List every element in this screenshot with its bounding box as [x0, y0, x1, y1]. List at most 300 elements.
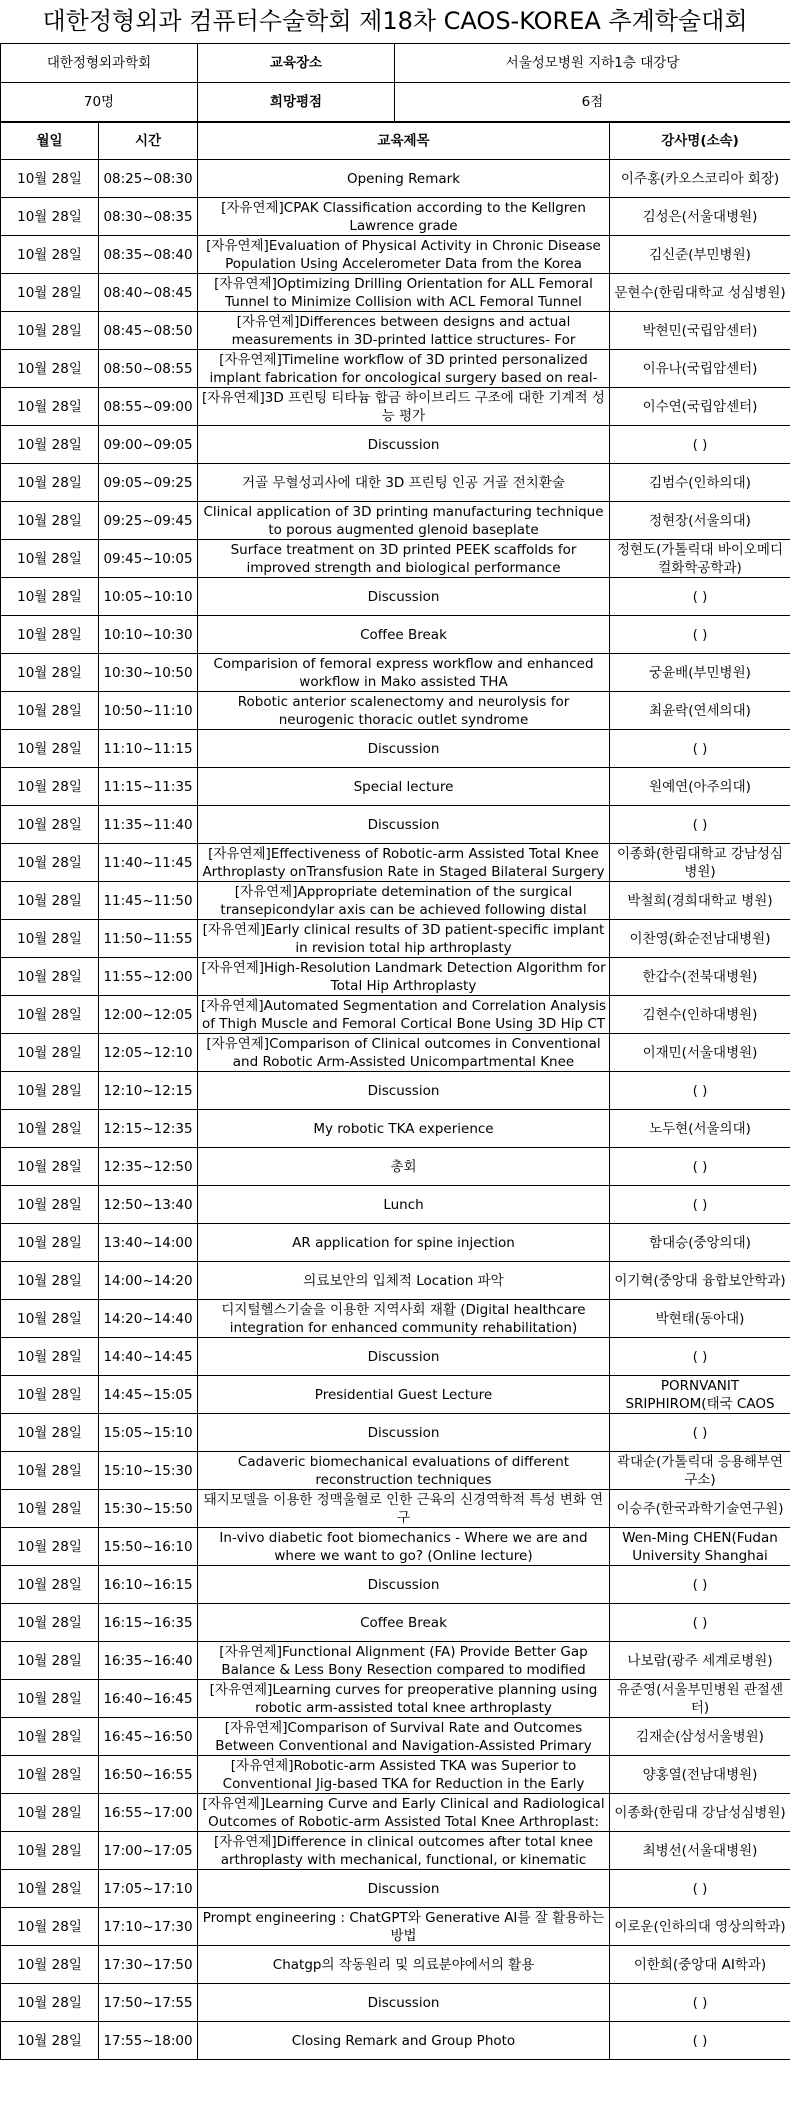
speaker-cell-text: ( )	[692, 1082, 708, 1099]
topic-cell	[198, 654, 610, 692]
table-row	[1, 806, 790, 844]
topic-cell-text: 디지털헬스기술을 이용한 지역사회 재활 (Digital healthcare integration for enhanced community rehabilitation)	[221, 1301, 586, 1336]
topic-cell-text: Discussion	[367, 1880, 440, 1897]
speaker-cell-text: 김범수(인하의대)	[649, 474, 751, 491]
topic-cell	[198, 1490, 610, 1528]
date-cell	[1, 312, 99, 350]
date-cell	[1, 920, 99, 958]
topic-cell-text: Clinical application of 3D printing manufacturing technique to porous augmented glenoid baseplate	[203, 503, 604, 538]
speaker-cell	[610, 882, 790, 920]
time-cell-text: 09:25~09:45	[103, 512, 193, 529]
speaker-cell-text: 김신준(부민병원)	[649, 246, 751, 263]
time-cell	[99, 1946, 198, 1984]
speaker-cell	[610, 958, 790, 996]
time-cell-text: 16:10~16:15	[103, 1576, 193, 1593]
time-cell	[99, 1870, 198, 1908]
topic-cell	[198, 540, 610, 578]
time-cell-text: 12:00~12:05	[103, 1006, 193, 1023]
time-cell	[99, 540, 198, 578]
speaker-cell-text: 원예연(아주의대)	[649, 778, 751, 795]
speaker-cell	[610, 692, 790, 730]
time-cell	[99, 2022, 198, 2060]
speaker-cell-text: 한갑수(전북대병원)	[642, 968, 758, 985]
time-cell-text: 12:05~12:10	[103, 1044, 193, 1061]
topic-cell	[198, 198, 610, 236]
time-cell-text: 08:35~08:40	[103, 246, 193, 263]
table-row	[1, 1452, 790, 1490]
time-cell-text: 16:40~16:45	[103, 1690, 193, 1707]
time-cell-text: 17:05~17:10	[103, 1880, 193, 1897]
topic-cell	[198, 806, 610, 844]
date-cell	[1, 1566, 99, 1604]
time-cell	[99, 236, 198, 274]
time-cell	[99, 806, 198, 844]
topic-cell-text: 거골 무혈성괴사에 대한 3D 프린팅 인공 거골 전치환술	[242, 474, 565, 491]
table-row	[1, 350, 790, 388]
table-row	[1, 2022, 790, 2060]
speaker-cell	[610, 1870, 790, 1908]
speaker-cell-text: 나보람(광주 세계로병원)	[627, 1652, 773, 1669]
date-cell	[1, 1034, 99, 1072]
table-row	[1, 844, 790, 882]
time-cell	[99, 1566, 198, 1604]
venue-label: 교육장소	[198, 44, 395, 83]
topic-cell	[198, 1452, 610, 1490]
date-cell-text: 10월 28일	[17, 1348, 82, 1365]
topic-cell-text: Discussion	[367, 1576, 440, 1593]
speaker-cell	[610, 768, 790, 806]
topic-cell	[198, 1946, 610, 1984]
speaker-cell-text: 함대승(중앙의대)	[649, 1234, 751, 1251]
date-cell-text: 10월 28일	[17, 360, 82, 377]
topic-cell	[198, 1186, 610, 1224]
date-cell	[1, 1300, 99, 1338]
date-cell	[1, 1946, 99, 1984]
date-cell	[1, 540, 99, 578]
speaker-cell	[610, 312, 790, 350]
organizer-cell: 대한정형외과학회	[1, 44, 198, 83]
topic-cell	[198, 1072, 610, 1110]
time-cell-text: 12:10~12:15	[103, 1082, 193, 1099]
time-cell	[99, 502, 198, 540]
topic-cell-text: [자유연제]Learning Curve and Early Clinical and Radiological Outcomes of Robotic-arm Assisted Total Knee Arthroplast:	[202, 1795, 605, 1830]
time-cell	[99, 882, 198, 920]
time-cell-text: 09:00~09:05	[103, 436, 193, 453]
date-cell	[1, 1528, 99, 1566]
table-row	[1, 1566, 790, 1604]
topic-cell	[198, 1148, 610, 1186]
time-cell-text: 10:30~10:50	[103, 664, 193, 681]
speaker-cell	[610, 464, 790, 502]
speaker-cell-text: ( )	[692, 1196, 708, 1213]
speaker-cell	[610, 1680, 790, 1718]
time-cell	[99, 1642, 198, 1680]
topic-cell	[198, 958, 610, 996]
topic-cell-text: [자유연제]Early clinical results of 3D patient-specific implant in revision total hip arthroplasty	[202, 921, 605, 956]
time-cell-text: 09:45~10:05	[103, 550, 193, 567]
date-cell-text: 10월 28일	[17, 1728, 82, 1745]
table-row	[1, 502, 790, 540]
time-cell	[99, 1110, 198, 1148]
speaker-cell-text: ( )	[692, 1614, 708, 1631]
topic-cell-text: 총회	[390, 1158, 417, 1175]
topic-cell	[198, 1300, 610, 1338]
date-cell-text: 10월 28일	[17, 1272, 82, 1289]
time-cell-text: 12:35~12:50	[103, 1158, 193, 1175]
date-cell-text: 10월 28일	[17, 892, 82, 909]
credits-label: 희망평점	[198, 83, 395, 122]
speaker-cell	[610, 502, 790, 540]
topic-cell	[198, 1566, 610, 1604]
speaker-cell-text: 박현민(국립암센터)	[642, 322, 758, 339]
time-cell	[99, 1756, 198, 1794]
time-cell	[99, 1794, 198, 1832]
date-cell	[1, 1832, 99, 1870]
table-row	[1, 654, 790, 692]
time-cell	[99, 426, 198, 464]
speaker-cell	[610, 540, 790, 578]
date-cell	[1, 1794, 99, 1832]
speaker-cell	[610, 1376, 790, 1414]
topic-cell	[198, 1680, 610, 1718]
topic-cell-text: Discussion	[367, 436, 440, 453]
date-cell	[1, 578, 99, 616]
topic-cell-text: Prompt engineering : ChatGPT와 Generative AI를 잘 활용하는 방법	[202, 1909, 605, 1944]
date-cell	[1, 274, 99, 312]
time-cell-text: 16:15~16:35	[103, 1614, 193, 1631]
time-cell	[99, 274, 198, 312]
table-row	[1, 1528, 790, 1566]
time-cell-text: 12:15~12:35	[103, 1120, 193, 1137]
table-row	[1, 1300, 790, 1338]
time-cell	[99, 768, 198, 806]
date-cell	[1, 806, 99, 844]
topic-cell-text: [자유연제]Timeline workflow of 3D printed personalized implant fabrication for oncological surgery based on real-	[209, 351, 598, 386]
topic-cell	[198, 1224, 610, 1262]
time-cell	[99, 730, 198, 768]
time-cell-text: 11:15~11:35	[103, 778, 193, 795]
date-cell	[1, 1490, 99, 1528]
time-cell	[99, 996, 198, 1034]
date-cell-text: 10월 28일	[17, 1652, 82, 1669]
speaker-cell-text: 이재민(서울대병원)	[642, 1044, 758, 1061]
topic-cell	[198, 692, 610, 730]
speaker-cell-text: 정현도(가톨릭대 바이오메디컬화학공학과)	[616, 541, 784, 576]
speaker-cell	[610, 1642, 790, 1680]
speaker-cell	[610, 616, 790, 654]
schedule-header-row	[1, 123, 790, 160]
date-cell-text: 10월 28일	[17, 1120, 82, 1137]
time-cell	[99, 464, 198, 502]
time-cell-text: 16:45~16:50	[103, 1728, 193, 1745]
table-row	[1, 1072, 790, 1110]
header-date: 월일	[1, 123, 99, 160]
date-cell	[1, 1338, 99, 1376]
speaker-cell	[610, 578, 790, 616]
date-cell-text: 10월 28일	[17, 284, 82, 301]
speaker-cell-text: 이한희(중앙대 AI학과)	[633, 1956, 767, 1973]
topic-cell-text: [자유연제]Automated Segmentation and Correlation Analysis of Thigh Muscle and Femoral Cortical Bone Using 3D Hip CT	[200, 997, 607, 1032]
table-row	[1, 236, 790, 274]
topic-cell	[198, 160, 610, 198]
table-row	[1, 1148, 790, 1186]
time-cell	[99, 1034, 198, 1072]
topic-cell-text: Discussion	[367, 588, 440, 605]
speaker-cell	[610, 1186, 790, 1224]
date-cell-text: 10월 28일	[17, 436, 82, 453]
date-cell	[1, 2022, 99, 2060]
time-cell-text: 16:50~16:55	[103, 1766, 193, 1783]
date-cell	[1, 1756, 99, 1794]
speaker-cell	[610, 1832, 790, 1870]
table-row	[1, 920, 790, 958]
topic-cell-text: Presidential Guest Lecture	[314, 1386, 493, 1403]
topic-cell	[198, 312, 610, 350]
time-cell	[99, 1718, 198, 1756]
topic-cell-text: Coffee Break	[360, 1614, 447, 1631]
speaker-cell	[610, 1718, 790, 1756]
speaker-cell-text: ( )	[692, 1158, 708, 1175]
date-cell-text: 10월 28일	[17, 1994, 82, 2011]
time-cell	[99, 160, 198, 198]
speaker-cell-text: 곽대순(가톨릭대 응용해부연구소)	[616, 1453, 784, 1488]
time-cell-text: 15:10~15:30	[103, 1462, 193, 1479]
date-cell	[1, 1680, 99, 1718]
date-cell-text: 10월 28일	[17, 930, 82, 947]
speaker-cell-text: 김현수(인하대병원)	[642, 1006, 758, 1023]
table-row	[1, 1224, 790, 1262]
time-cell-text: 10:10~10:30	[103, 626, 193, 643]
date-cell	[1, 616, 99, 654]
date-cell	[1, 1718, 99, 1756]
speaker-cell-text: ( )	[692, 626, 708, 643]
date-cell-text: 10월 28일	[17, 2032, 82, 2049]
topic-cell	[198, 1414, 610, 1452]
table-row	[1, 1984, 790, 2022]
time-cell-text: 15:05~15:10	[103, 1424, 193, 1441]
topic-cell-text: Robotic anterior scalenectomy and neurolysis for neurogenic thoracic outlet syndrome	[237, 693, 570, 728]
speaker-cell	[610, 2022, 790, 2060]
time-cell	[99, 1148, 198, 1186]
table-row	[1, 1338, 790, 1376]
time-cell-text: 08:50~08:55	[103, 360, 193, 377]
topic-cell	[198, 464, 610, 502]
speaker-cell	[610, 1148, 790, 1186]
credits-value: 6점	[395, 83, 790, 122]
speaker-cell-text: 박현태(동아대)	[655, 1310, 745, 1327]
time-cell-text: 09:05~09:25	[103, 474, 193, 491]
date-cell	[1, 1452, 99, 1490]
speaker-cell-text: PORNVANIT SRIPHIROM(태국 CAOS	[625, 1377, 775, 1412]
speaker-cell-text: 이종화(한림대 강남성심병원)	[614, 1804, 786, 1821]
speaker-cell-text: ( )	[692, 1880, 708, 1897]
date-cell-text: 10월 28일	[17, 170, 82, 187]
topic-cell	[198, 1908, 610, 1946]
speaker-cell-text: 노두현(서울의대)	[649, 1120, 751, 1137]
date-cell	[1, 1414, 99, 1452]
date-cell-text: 10월 28일	[17, 968, 82, 985]
table-row	[1, 1414, 790, 1452]
date-cell	[1, 844, 99, 882]
speaker-cell-text: 김성은(서울대병원)	[642, 208, 758, 225]
speaker-cell	[610, 1984, 790, 2022]
date-cell-text: 10월 28일	[17, 740, 82, 757]
speaker-cell	[610, 1490, 790, 1528]
topic-cell	[198, 882, 610, 920]
topic-cell-text: Discussion	[367, 1994, 440, 2011]
date-cell	[1, 426, 99, 464]
date-cell-text: 10월 28일	[17, 1006, 82, 1023]
topic-cell	[198, 1832, 610, 1870]
time-cell-text: 17:10~17:30	[103, 1918, 193, 1935]
page-title: 대한정형외과 컴퓨터수술학회 제18차 CAOS-KOREA 추계학술대회	[42, 7, 748, 35]
topic-cell-text: [자유연제]High-Resolution Landmark Detection Algorithm for Total Hip Arthroplasty	[201, 959, 606, 994]
date-cell-text: 10월 28일	[17, 702, 82, 719]
time-cell-text: 14:00~14:20	[103, 1272, 193, 1289]
time-cell-text: 11:50~11:55	[103, 930, 193, 947]
date-cell-text: 10월 28일	[17, 1956, 82, 1973]
date-cell-text: 10월 28일	[17, 1576, 82, 1593]
table-row	[1, 1946, 790, 1984]
speaker-cell	[610, 654, 790, 692]
time-cell	[99, 1262, 198, 1300]
time-cell	[99, 692, 198, 730]
speaker-cell	[610, 1262, 790, 1300]
time-cell	[99, 1338, 198, 1376]
topic-cell	[198, 616, 610, 654]
date-cell-text: 10월 28일	[17, 1196, 82, 1213]
speaker-cell	[610, 1452, 790, 1490]
time-cell	[99, 1680, 198, 1718]
date-cell-text: 10월 28일	[17, 1158, 82, 1175]
time-cell	[99, 1376, 198, 1414]
speaker-cell	[610, 996, 790, 1034]
topic-cell	[198, 730, 610, 768]
date-cell	[1, 1262, 99, 1300]
topic-cell	[198, 1604, 610, 1642]
speaker-cell	[610, 350, 790, 388]
time-cell	[99, 1832, 198, 1870]
topic-cell	[198, 1034, 610, 1072]
topic-cell-text: [자유연제]Robotic-arm Assisted TKA was Superior to Conventional Jig-based TKA for Reduction in the Early	[222, 1757, 585, 1792]
speaker-cell-text: Wen-Ming CHEN(Fudan University Shanghai	[622, 1529, 778, 1564]
table-row	[1, 1680, 790, 1718]
topic-cell-text: [자유연제]Effectiveness of Robotic-arm Assisted Total Knee Arthroplasty onTransfusion Rate in Staged Bilateral Surgery	[202, 845, 605, 880]
table-row	[1, 692, 790, 730]
date-cell	[1, 958, 99, 996]
topic-cell	[198, 1376, 610, 1414]
date-cell	[1, 1224, 99, 1262]
topic-cell	[198, 2022, 610, 2060]
speaker-cell-text: ( )	[692, 1424, 708, 1441]
venue-value: 서울성모병원 지하1층 대강당	[395, 44, 790, 83]
topic-cell-text: Lunch	[383, 1196, 424, 1213]
date-cell-text: 10월 28일	[17, 1082, 82, 1099]
topic-cell-text: Opening Remark	[346, 170, 461, 187]
speaker-cell-text: 이종화(한림대학교 강남성심병원)	[616, 845, 784, 880]
table-row	[1, 1908, 790, 1946]
date-cell	[1, 1870, 99, 1908]
topic-cell	[198, 1528, 610, 1566]
capacity-cell: 70명	[1, 83, 198, 122]
topic-cell	[198, 350, 610, 388]
time-cell	[99, 654, 198, 692]
topic-cell	[198, 578, 610, 616]
topic-cell-text: Chatgp의 작동원리 및 의료분야에서의 활용	[272, 1956, 535, 1973]
date-cell	[1, 996, 99, 1034]
speaker-cell-text: 이주홍(카오스코리아 회장)	[620, 170, 780, 187]
date-cell-text: 10월 28일	[17, 1424, 82, 1441]
date-cell	[1, 692, 99, 730]
date-cell-text: 10월 28일	[17, 1462, 82, 1479]
topic-cell	[198, 1718, 610, 1756]
topic-cell	[198, 426, 610, 464]
topic-cell-text: Discussion	[367, 740, 440, 757]
speaker-cell-text: ( )	[692, 588, 708, 605]
date-cell-text: 10월 28일	[17, 778, 82, 795]
speaker-cell	[610, 160, 790, 198]
time-cell-text: 11:55~12:00	[103, 968, 193, 985]
time-cell	[99, 1984, 198, 2022]
time-cell-text: 14:45~15:05	[103, 1386, 193, 1403]
time-cell-text: 08:30~08:35	[103, 208, 193, 225]
table-row	[1, 882, 790, 920]
time-cell-text: 14:20~14:40	[103, 1310, 193, 1327]
speaker-cell-text: 이찬영(화순전남대병원)	[629, 930, 771, 947]
time-cell-text: 16:55~17:00	[103, 1804, 193, 1821]
topic-cell-text: Comparision of femoral express workflow and enhanced workflow in Mako assisted THA	[213, 655, 594, 690]
date-cell	[1, 1072, 99, 1110]
topic-cell-text: AR application for spine injection	[292, 1234, 515, 1251]
time-cell-text: 11:45~11:50	[103, 892, 193, 909]
time-cell	[99, 1300, 198, 1338]
speaker-cell-text: ( )	[692, 740, 708, 757]
table-row	[1, 1718, 790, 1756]
date-cell	[1, 1642, 99, 1680]
date-cell-text: 10월 28일	[17, 322, 82, 339]
date-cell	[1, 1186, 99, 1224]
speaker-cell-text: 최윤락(연세의대)	[649, 702, 751, 719]
date-cell	[1, 730, 99, 768]
time-cell-text: 08:25~08:30	[103, 170, 193, 187]
speaker-cell	[610, 920, 790, 958]
topic-cell-text: Surface treatment on 3D printed PEEK scaffolds for improved strength and biological performance	[230, 541, 577, 576]
topic-cell	[198, 388, 610, 426]
time-cell	[99, 1908, 198, 1946]
date-cell	[1, 882, 99, 920]
speaker-cell	[610, 1946, 790, 1984]
topic-cell	[198, 1110, 610, 1148]
topic-cell-text: [자유연제]Appropriate detemination of the surgical transepicondylar axis can be achieved following distal	[220, 883, 587, 918]
date-cell	[1, 502, 99, 540]
time-cell-text: 08:40~08:45	[103, 284, 193, 301]
topic-cell-text: [자유연제]Optimizing Drilling Orientation for ALL Femoral Tunnel to Minimize Collision with ACL Femoral Tunnel	[214, 275, 593, 310]
speaker-cell-text: 이기혁(중앙대 융합보안학과)	[614, 1272, 786, 1289]
time-cell	[99, 844, 198, 882]
speaker-cell	[610, 806, 790, 844]
speaker-cell	[610, 730, 790, 768]
time-cell-text: 08:55~09:00	[103, 398, 193, 415]
table-row	[1, 160, 790, 198]
speaker-cell	[610, 844, 790, 882]
schedule-table	[0, 122, 790, 2060]
table-row	[1, 198, 790, 236]
speaker-cell	[610, 1072, 790, 1110]
time-cell	[99, 312, 198, 350]
time-cell-text: 10:50~11:10	[103, 702, 193, 719]
date-cell	[1, 1148, 99, 1186]
topic-cell-text: Discussion	[367, 816, 440, 833]
